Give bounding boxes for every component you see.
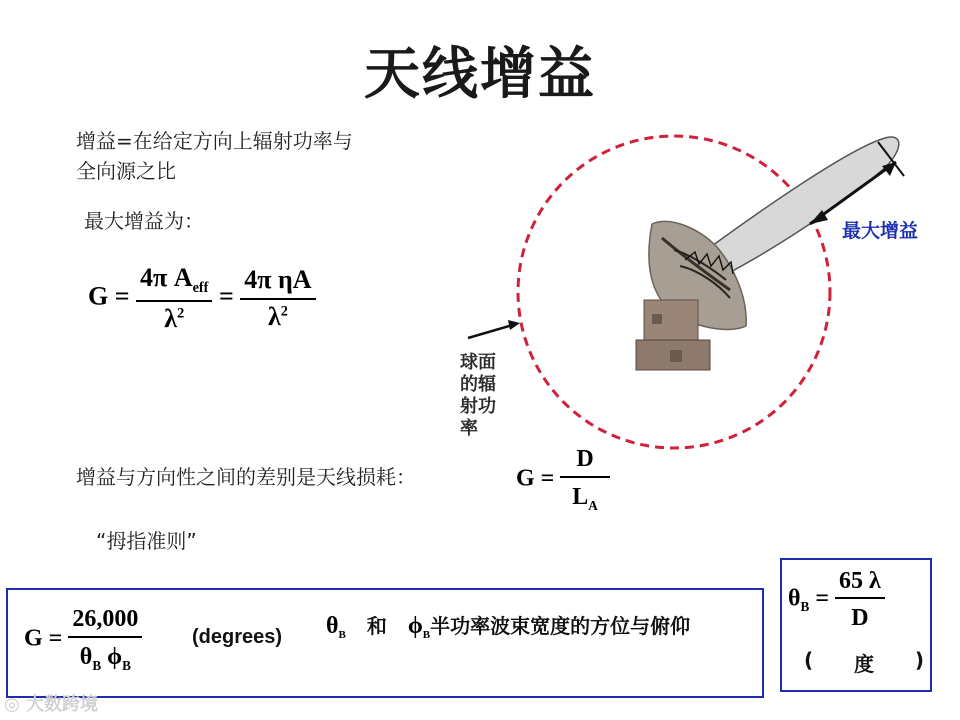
bottom-den-theta: θ [79, 644, 93, 671]
formula2-den: L [572, 484, 589, 511]
sphere-pointer-arrow [468, 320, 520, 338]
formula1-den1: λ [164, 303, 178, 333]
formula1-num1: 4π A [140, 263, 193, 292]
beamwidth-desc-text: 半功率波束宽度的方位与俯仰 [430, 614, 691, 638]
page-title: 天线增益 [364, 42, 596, 107]
and-text: 和 [366, 614, 387, 638]
watermark [4, 690, 98, 716]
bottom-den-phi-sub: B [122, 658, 131, 674]
right-equals: = [815, 585, 830, 612]
phi-symbol: ϕ [407, 613, 423, 639]
degrees-unit: (degrees) [192, 626, 283, 648]
bottom-lhs: G = [24, 625, 63, 652]
formula2-num: D [560, 446, 609, 478]
rule-of-thumb: “拇指准则” [96, 529, 197, 553]
bottom-fraction [68, 606, 142, 674]
formula2-lhs: G = [516, 465, 555, 492]
sphere-label-line-4: 率 [460, 418, 478, 439]
formula1-den2: λ [267, 301, 281, 331]
right-lhs: θ [788, 585, 801, 612]
sphere-label-line-1: 球面 [460, 352, 496, 373]
bottom-den-theta-sub: B [92, 658, 102, 674]
bottom-num: 26,000 [68, 606, 142, 638]
right-den: D [851, 605, 869, 632]
watermark-icon: ◎ [4, 694, 20, 715]
sphere-label-line-2: 的辐 [460, 374, 496, 395]
gain-loss-formula [516, 446, 610, 514]
formula1-equals: = [218, 281, 234, 311]
bottom-den-phi: ϕ [107, 644, 123, 671]
formula1-den2-sup: 2 [280, 303, 288, 320]
definition-line-1: 增益=在给定方向上辐射功率与 [76, 129, 353, 153]
antenna-gain-diagram [430, 120, 950, 450]
formula2-fraction [560, 446, 609, 514]
definition-line-2: 全向源之比 [76, 159, 176, 183]
degree-unit-row [804, 648, 924, 677]
gain-definition [76, 126, 353, 186]
watermark-text: 大数跨境 [26, 694, 98, 715]
phi-sub: B [422, 629, 431, 641]
right-lhs-sub: B [800, 599, 810, 615]
formula1-fraction-2 [240, 266, 315, 331]
formula1-lhs: G = [88, 281, 130, 311]
paren-open: ( [804, 648, 814, 672]
sphere-label-line-3: 射功 [460, 396, 496, 417]
formula1-den1-sup: 2 [177, 305, 185, 322]
formula1-fraction-1 [136, 264, 212, 334]
paren-close: ) [914, 648, 924, 672]
theta-symbol: θ [326, 613, 339, 639]
theta-sub: B [338, 629, 346, 641]
max-gain-label: 最大增益 [842, 220, 919, 242]
beamwidth-gain-formula [24, 606, 142, 674]
gain-directivity-difference: 增益与方向性之间的差别是天线损耗： [76, 465, 416, 489]
beamwidth-box [780, 558, 932, 692]
formula1-num1-sub: eff [192, 280, 209, 297]
degree-unit: 度 [854, 652, 874, 676]
max-gain-intro: 最大增益为： [84, 209, 204, 233]
beamwidth-description [326, 610, 690, 641]
right-num: 65 λ [835, 568, 885, 599]
sphere-radiation-label [460, 352, 496, 440]
right-fraction [835, 568, 885, 632]
formula2-den-sub: A [588, 498, 598, 514]
beamwidth-formula [788, 568, 885, 632]
rule-of-thumb-box [6, 588, 764, 698]
max-gain-formula [88, 264, 316, 334]
formula1-num2: 4π ηA [240, 266, 315, 300]
